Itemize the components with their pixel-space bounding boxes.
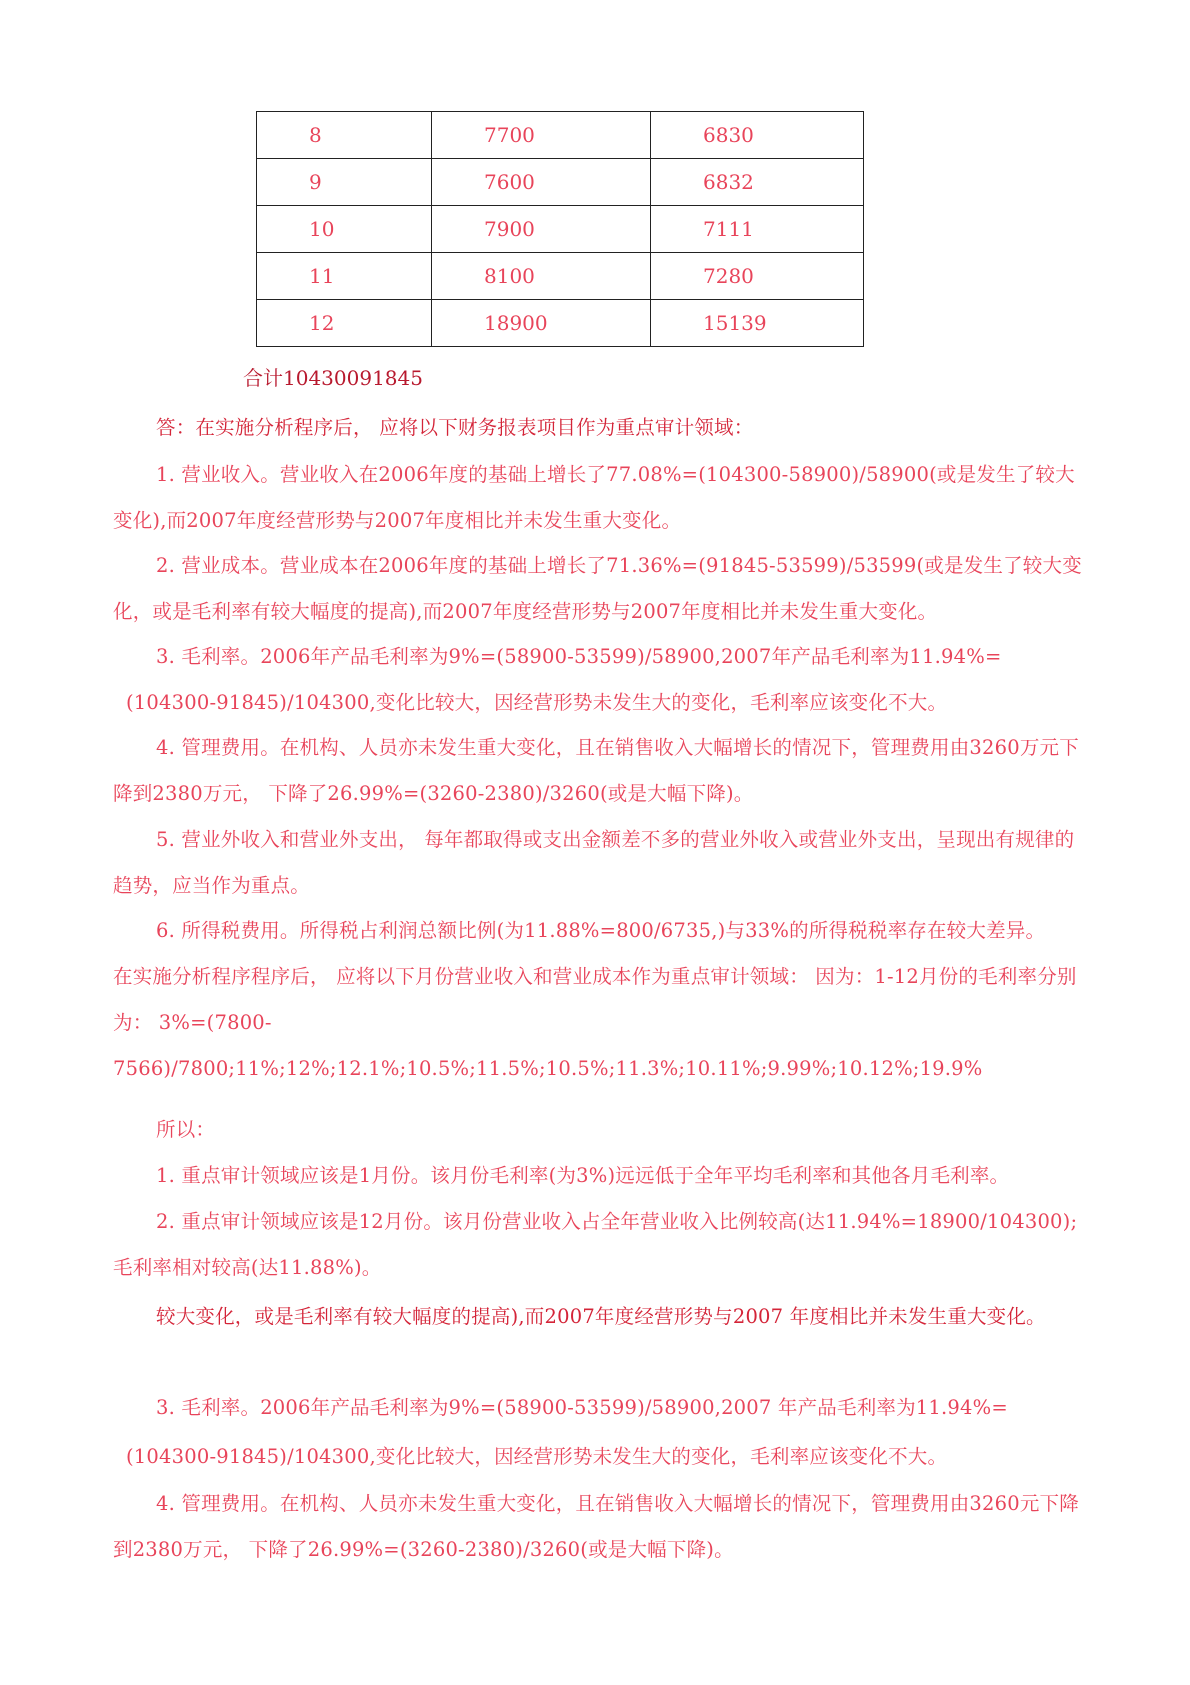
table-row bbox=[257, 253, 864, 300]
table-row bbox=[257, 159, 864, 206]
repeat-admin-expense: 4. 管理费用。在机构、人员亦未发生重大变化，且在销售收入大幅增长的情况下，管理费用由3260元下降到2380万元， 下降了26.99%=(3260-2380)/3260(或是大幅下降)。 bbox=[113, 1492, 1079, 1561]
table-row bbox=[257, 206, 864, 253]
repeat-cost-fragment: 较大变化，或是毛利率有较大幅度的提高),而2007年度经营形势与2007 年度相比并未发生重大变化。 bbox=[156, 1305, 1046, 1328]
table-cell: 8 bbox=[257, 112, 432, 159]
table-cell: 7900 bbox=[432, 206, 651, 253]
conclusion-2: 2. 重点审计领域应该是12月份。该月份营业收入占全年营业收入比例较高(达11.94%=18900/104300);毛利率相对较高(达11.88%)。 bbox=[113, 1210, 1078, 1279]
table-cell: 18900 bbox=[432, 300, 651, 347]
monthly-analysis-paragraph: 在实施分析程序程序后， 应将以下月份营业收入和营业成本作为重点审计领域： 因为：1-12月份的毛利率分别为： 3%=(7800-7566)/7800;11%;12%;12.1%;10.5%;11.5%;10.5%;11.3%;10.11%;9.99%;10.12%;19.9% bbox=[113, 965, 1077, 1080]
table-cell: 7111 bbox=[651, 206, 864, 253]
table-cell: 7600 bbox=[432, 159, 651, 206]
item-4-admin-expense: 4. 管理费用。在机构、人员亦未发生重大变化，且在销售收入大幅增长的情况下，管理费用由3260万元下降到2380万元， 下降了26.99%=(3260-2380)/3260(或是大幅下降)。 bbox=[113, 736, 1079, 805]
total-line: 合计10430091845 bbox=[243, 366, 423, 390]
table-cell: 11 bbox=[257, 253, 432, 300]
item-6-income-tax: 6. 所得税费用。所得税占利润总额比例(为11.88%=800/6735,)与33%的所得税税率存在较大差异。 bbox=[156, 919, 1046, 942]
table-cell: 12 bbox=[257, 300, 432, 347]
answer-intro: 答：在实施分析程序后， 应将以下财务报表项目作为重点审计领域： bbox=[156, 416, 754, 439]
table-cell: 7280 bbox=[651, 253, 864, 300]
table-cell: 7700 bbox=[432, 112, 651, 159]
table-cell: 10 bbox=[257, 206, 432, 253]
item-2-cost: 2. 营业成本。营业成本在2006年度的基础上增长了71.36%=(91845-53599)/53599(或是发生了较大变化，或是毛利率有较大幅度的提高),而2007年度经营形势与2007年度相比并未发生重大变化。 bbox=[113, 554, 1082, 623]
item-3-gross-margin-line1: 3. 毛利率。2006年产品毛利率为9%=(58900-53599)/58900,2007年产品毛利率为11.94%= bbox=[156, 645, 1002, 668]
item-5-non-operating: 5. 营业外收入和营业外支出， 每年都取得或支出金额差不多的营业外收入或营业外支出，呈现出有规律的趋势，应当作为重点。 bbox=[113, 828, 1075, 897]
monthly-data-table bbox=[256, 111, 864, 347]
item-3-gross-margin-line2: (104300-91845)/104300,变化比较大，因经营形势未发生大的变化，毛利率应该变化不大。 bbox=[126, 691, 948, 714]
conclusion-1: 1. 重点审计领域应该是1月份。该月份毛利率(为3%)远远低于全年平均毛利率和其他各月毛利率。 bbox=[156, 1164, 1010, 1187]
table-cell: 6832 bbox=[651, 159, 864, 206]
table-row bbox=[257, 112, 864, 159]
conclusion-label: 所以： bbox=[156, 1118, 216, 1141]
table-row bbox=[257, 300, 864, 347]
table-cell: 9 bbox=[257, 159, 432, 206]
table-cell: 6830 bbox=[651, 112, 864, 159]
table-cell: 15139 bbox=[651, 300, 864, 347]
table-cell: 8100 bbox=[432, 253, 651, 300]
repeat-gross-margin-line2: (104300-91845)/104300,变化比较大，因经营形势未发生大的变化，毛利率应该变化不大。 bbox=[126, 1445, 948, 1468]
repeat-gross-margin-line1: 3. 毛利率。2006年产品毛利率为9%=(58900-53599)/58900,2007 年产品毛利率为11.94%= bbox=[156, 1396, 1008, 1419]
item-1-revenue: 1. 营业收入。营业收入在2006年度的基础上增长了77.08%=(104300-58900)/58900(或是发生了较大变化),而2007年度经营形势与2007年度相比并未发生重大变化。 bbox=[113, 463, 1075, 532]
